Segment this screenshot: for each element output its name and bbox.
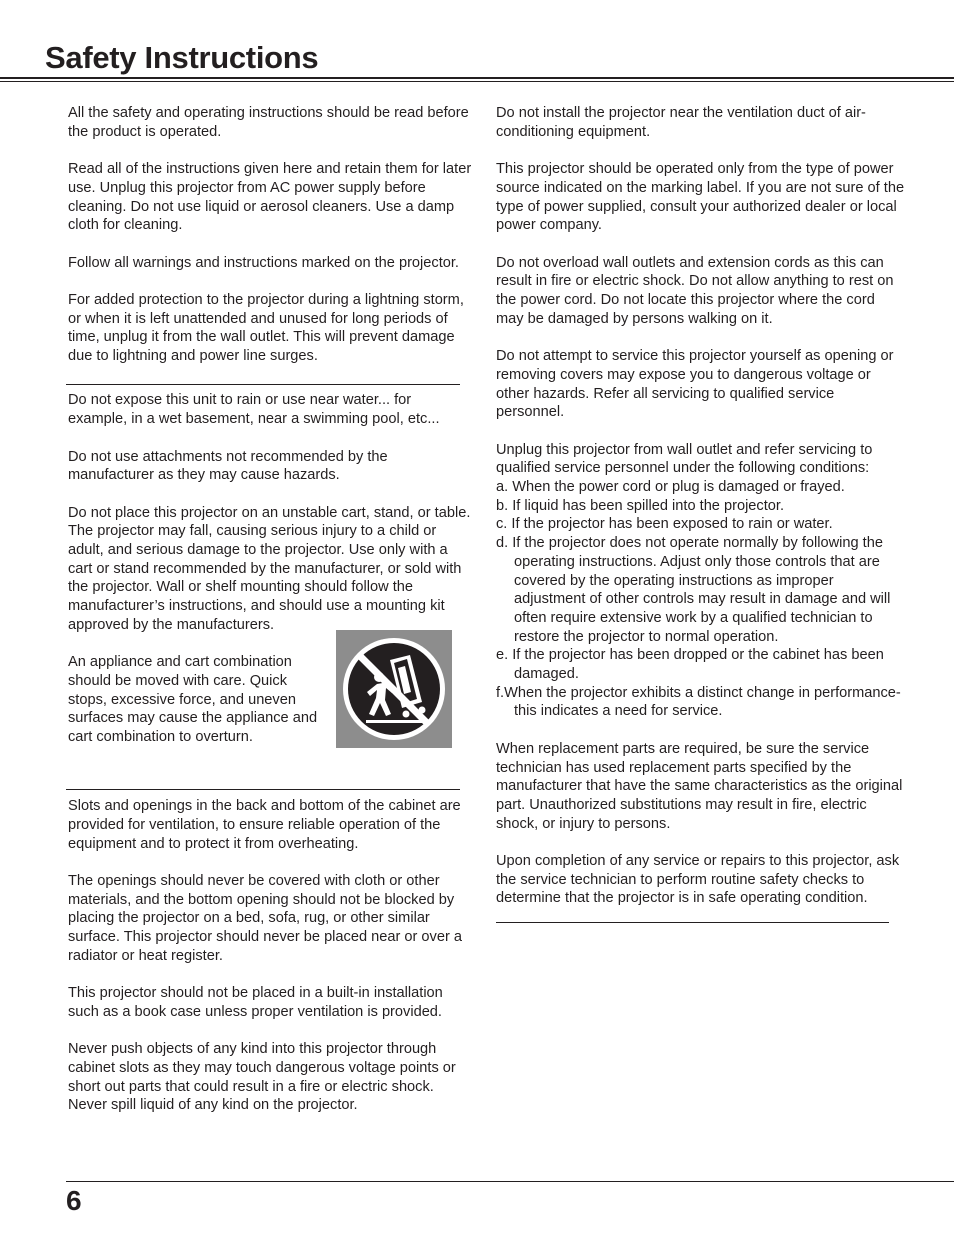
- section-divider: [496, 922, 889, 923]
- cart-warning-text: An appliance and cart combination should be moved with care. Quick stops, excessive force, and uneven surfaces may cause the appliance and cart combination to overturn.: [68, 654, 318, 746]
- page-number: 6: [66, 1185, 82, 1216]
- paragraph: Do not install the projector near the ventilation duct of air-conditioning equipment.: [496, 105, 866, 140]
- list-item: a. When the power cord or plug is damaged or frayed.: [496, 479, 845, 495]
- page-title: Safety Instructions: [45, 40, 319, 75]
- paragraph: Do not overload wall outlets and extension cords as this can result in fire or electric shock. Do not allow anything to rest on the power cord. Do not locate this projector where the cord may be damaged by persons walking on it.: [496, 254, 894, 327]
- list-item: b. If liquid has been spilled into the projector.: [496, 497, 785, 514]
- paragraph: Do not use attachments not recommended by the manufacturer as they may cause hazards.: [68, 448, 388, 484]
- paragraph: When replacement parts are required, be sure the service technician has used replacement parts specified by the manufacturer that have the same characteristics as the original part. Unauthorized substitutions may result in fire, electric shock, or injury to persons.: [496, 740, 903, 832]
- paragraph: Do not attempt to service this projector yourself as opening or removing covers may expose you to dangerous voltage or other hazards. Refer all servicing to qualified service personnel.: [496, 348, 894, 421]
- paragraph: Follow all warnings and instructions marked on the projector.: [68, 254, 459, 271]
- paragraph: This projector should not be placed in a built-in installation such as a book case unless proper ventilation is provided.: [68, 985, 443, 1020]
- left-column: [68, 104, 473, 1134]
- footer-rule: [66, 1181, 954, 1182]
- list-item: c. If the projector has been exposed to rain or water.: [496, 516, 833, 533]
- title-rule: [0, 77, 954, 79]
- cart-warning: [68, 653, 473, 771]
- section-divider: [66, 384, 460, 385]
- right-column: [496, 104, 906, 923]
- no-cart-tipover-icon: [336, 630, 452, 748]
- paragraph: Slots and openings in the back and bottom of the cabinet are provided for ventilation, to ensure reliable operation of the equipment and to protect it from overheating.: [68, 798, 461, 852]
- list-item: f.When the projector exhibits a distinct change in performance-this indicates a need for service.: [496, 684, 901, 720]
- paragraph: Read all of the instructions given here and retain them for later use. Unplug this projector from AC power supply before cleaning. Do not use liquid or aerosol cleaners. Use a damp cloth for cleaning.: [68, 161, 472, 234]
- section-divider: [66, 789, 460, 790]
- paragraph: Do not expose this unit to rain or use near water... for example, in a wet basement, near a swimming pool, etc...: [68, 392, 440, 428]
- service-conditions-list: [496, 478, 906, 721]
- paragraph: Upon completion of any service or repairs to this projector, ask the service technician to perform routine safety checks to determine that the projector is in safe operating condition.: [496, 853, 900, 907]
- paragraph: Never push objects of any kind into this projector through cabinet slots as they may touch dangerous voltage points or short out parts that could result in a fire or electric shock. Never spill liquid of any kind on the projector.: [68, 1041, 456, 1114]
- paragraph: The openings should never be covered with cloth or other materials, and the bottom opening should not be blocked by placing the projector on a bed, sofa, rug, or other similar surface. This projector should never be placed near or over a radiator or heat register.: [68, 873, 462, 964]
- list-item: d. If the projector does not operate normally by following the operating instructions. Adjust only those controls that are covered by the operating instructions as improper adjustment of other controls may result in damage and will often require extensive work by a qualified technician to restore the projector to normal operation.: [496, 535, 891, 645]
- paragraph: This projector should be operated only from the type of power source indicated on the marking label. If you are not sure of the type of power supplied, consult your authorized dealer or local power company.: [496, 161, 905, 234]
- title-rule-thin: [0, 81, 954, 82]
- paragraph: For added protection to the projector during a lightning storm, or when it is left unattended and unused for long periods of time, unplug it from the wall outlet. This will prevent damage due to lightning and power line surges.: [68, 291, 464, 365]
- list-item: e. If the projector has been dropped or the cabinet has been damaged.: [496, 647, 884, 683]
- paragraph: All the safety and operating instructions should be read before the product is operated.: [68, 105, 469, 140]
- paragraph: Do not place this projector on an unstable cart, stand, or table. The projector may fall, causing serious injury to a child or adult, and serious damage to the projector. Use only with a cart or stand recommended by the manufacturer, or sold with the projector. Wall or shelf mounting should follow the manufacturer’s instructions, and should use a mounting kit approved by the manufacturers.: [68, 504, 471, 633]
- unplug-intro: Unplug this projector from wall outlet and refer servicing to qualified service personnel under the following conditions:: [496, 441, 873, 477]
